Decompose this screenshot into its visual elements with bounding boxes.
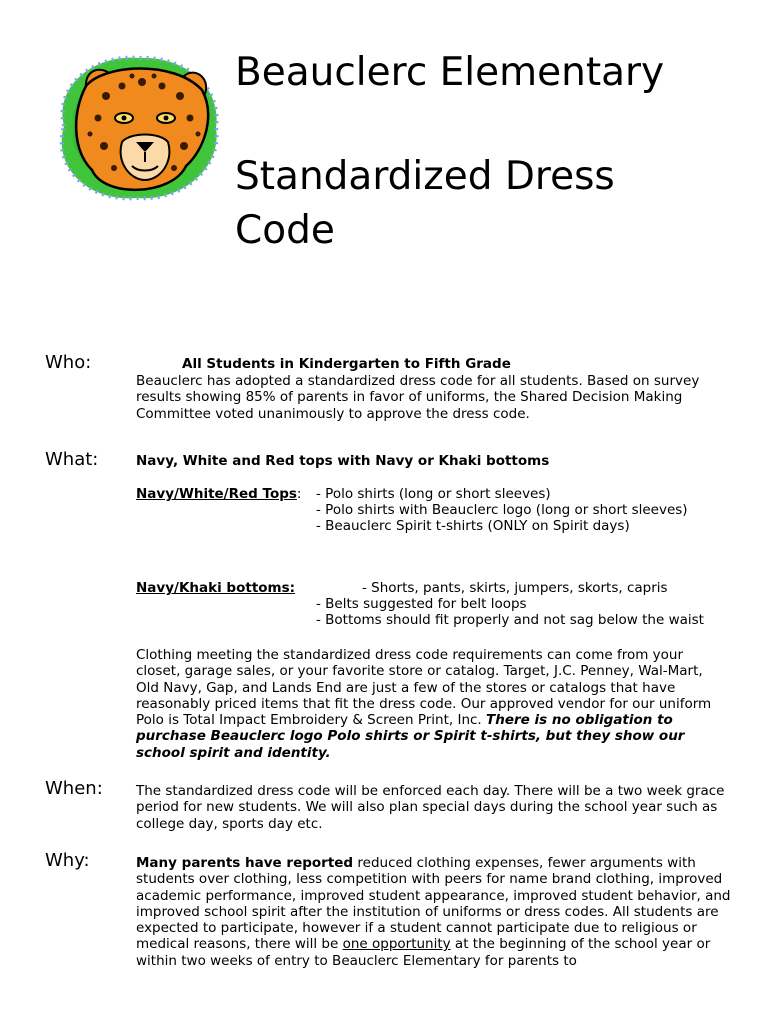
clothing-paragraph xyxy=(136,647,716,761)
clothing-emphasis: There is no obligation to purchase Beauclerc logo Polo shirts or Spirit t-shirts, but they show our school spirit and identity. xyxy=(136,712,685,761)
who-body: Beauclerc has adopted a standardized dress code for all students. Based on survey results showing 85% of parents in favor of uniforms, the Shared Decision Making Committee voted unanimously to approve the dress code. xyxy=(136,373,700,422)
clothing-text: Clothing meeting the standardized dress code requirements can come from your closet, garage sales, or your favorite store or catalog. Target, J.C. Penney, Wal-Mart, Old Navy, Gap, and Lands End are just a few of the stores or catalogs that have reasonably priced items that fit the dress code. Our approved vendor for our uniform Polo is Total Impact Embroidery & Screen Print, Inc. xyxy=(136,647,712,729)
why-body xyxy=(136,855,731,969)
tops-colon: : xyxy=(296,486,302,502)
why-label: Why: xyxy=(45,850,90,871)
tops-label-row xyxy=(136,486,301,502)
why-lead: Many parents have reported xyxy=(136,855,354,871)
when-label: When: xyxy=(45,778,103,799)
bottoms-item-3: - Bottoms should fit properly and not sag below the waist xyxy=(316,612,704,628)
tops-item-1: - Polo shirts (long or short sleeves) xyxy=(316,486,551,502)
bottoms-item-2: - Belts suggested for belt loops xyxy=(316,596,527,612)
tops-label: Navy/White/Red Tops xyxy=(136,486,297,502)
tops-item-2: - Polo shirts with Beauclerc logo (long or short sleeves) xyxy=(316,502,688,518)
what-label: What: xyxy=(45,449,99,470)
who-heading: All Students in Kindergarten to Fifth Grade xyxy=(182,356,511,372)
page-title: Beauclerc Elementary xyxy=(235,50,665,95)
why-underlined: one opportunity xyxy=(342,936,451,953)
when-body: The standardized dress code will be enforced each day. There will be a two week grace period for new students. We will also plan special days during the school year such as college day, sports day etc. xyxy=(136,783,725,832)
what-heading: Navy, White and Red tops with Navy or Khaki bottoms xyxy=(136,453,550,469)
why-text-2: at the beginning of the school year or within two weeks of entry to Beauclerc Elementary for parents to xyxy=(136,936,711,969)
jaguar-mascot-icon xyxy=(44,46,226,206)
bottoms-item-1: - Shorts, pants, skirts, jumpers, skorts, capris xyxy=(362,580,668,596)
page-subtitle-line1: Standardized Dress xyxy=(235,154,615,199)
page-subtitle-line2: Code xyxy=(235,208,335,253)
tops-item-3: - Beauclerc Spirit t-shirts (ONLY on Spirit days) xyxy=(316,518,630,534)
why-text-1: reduced clothing expenses, fewer arguments with students over clothing, less competition with peers for name brand clothing, improved academic performance, improved student appearance, improved student behavior, and improved school spirit after the institution of uniforms or dress codes. All students are expected to participate, however if a student cannot participate due to religious or medical reasons, there will be xyxy=(136,855,731,953)
who-label: Who: xyxy=(45,352,92,373)
bottoms-label: Navy/Khaki bottoms: xyxy=(136,580,296,596)
